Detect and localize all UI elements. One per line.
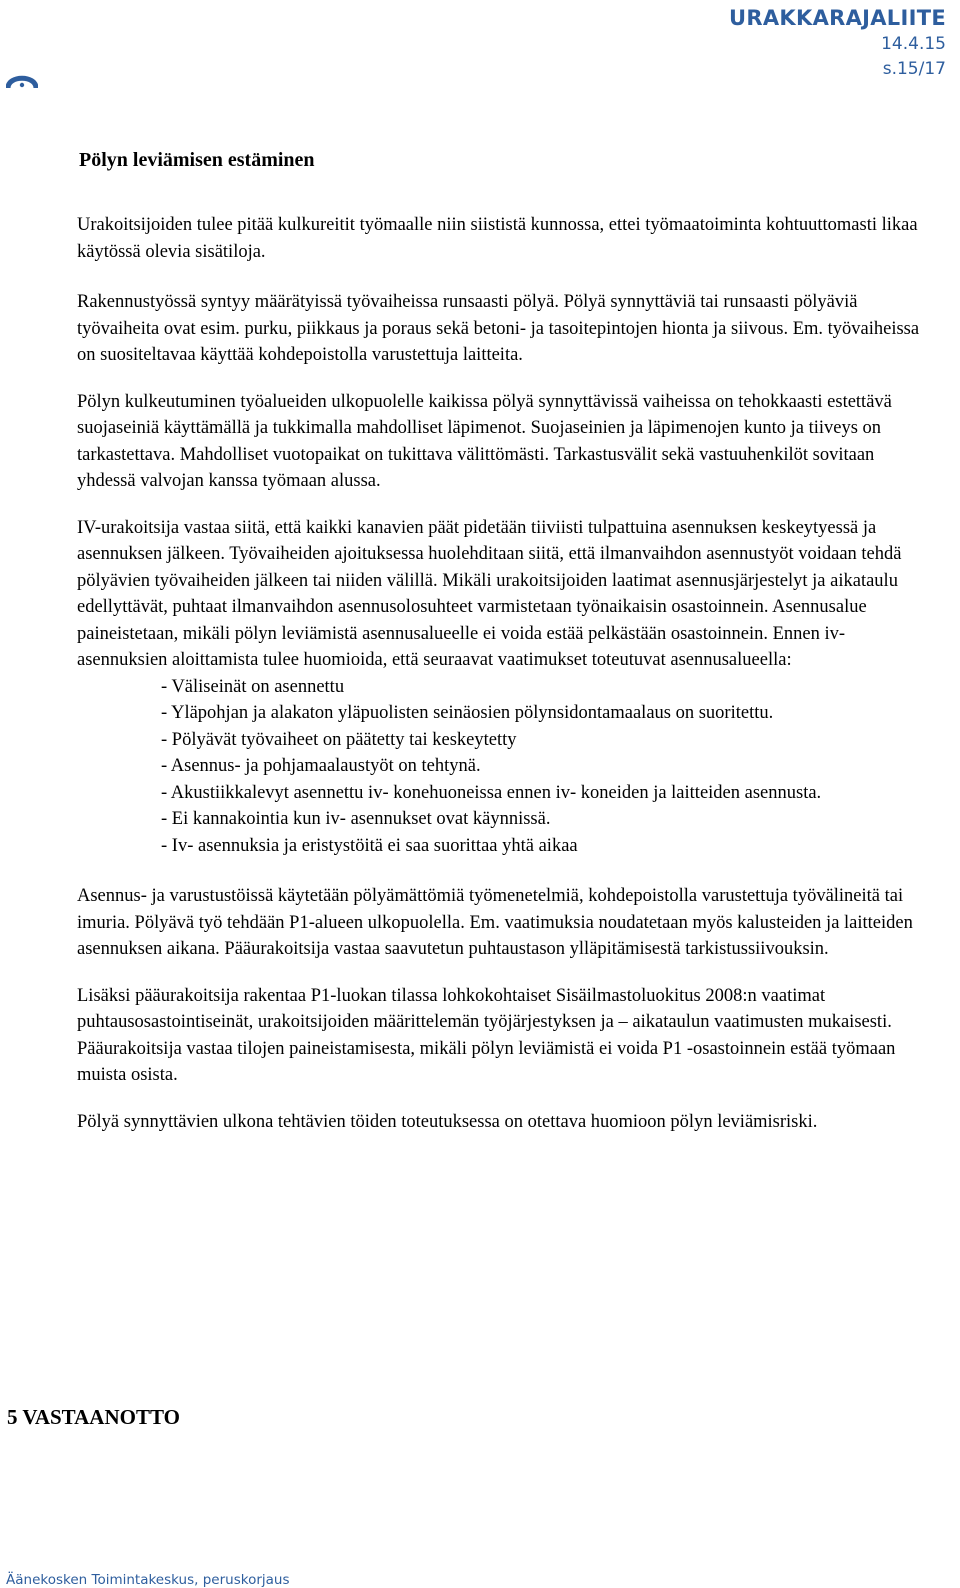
- paragraph: Pölyn kulkeutuminen työalueiden ulkopuolelle kaikissa pölyä synnyttävissä vaiheissa on tehokkaasti estettävä suojaseiniä käyttämällä ja tukkimalla mahdolliset läpimenot. Suojaseinien ja läpimenojen kunto ja tiiveys on tarkastettava. Mahdolliset vuotopaikat on tukittava välittömästi. Tarkastusvälit sekä vastuuhenkilöt sovitaan yhdessä valvojan kanssa työmaan alussa.: [77, 391, 892, 491]
- document-title: URAKKARAJALIITE: [729, 6, 946, 30]
- list-item: - Pölyävät työvaiheet on päätetty tai keskeytetty: [161, 729, 517, 750]
- page-footer: Äänekosken Toimintakeskus, peruskorjaus: [6, 1572, 290, 1588]
- paragraph: Lisäksi pääurakoitsija rakentaa P1-luokan tilassa lohkokohtaiset Sisäilmastoluokitus 2008:n vaatimat puhtausosastointiseinät, urakoitsijoiden määrittelemän työjärjestyksen ja – aikataulun vaatimusten mukaisesti. Pääurakoitsija vastaa tilojen paineistamisesta, mikäli pölyn leviämistä ei voida P1 -osastoinnein estää työmaan muista osista.: [77, 985, 896, 1085]
- paragraph: Pölyä synnyttävien ulkona tehtävien töiden toteutuksessa on otettava huomioon pölyn leviämisriski.: [77, 1111, 818, 1132]
- list-item: - Väliseinät on asennettu: [161, 676, 345, 697]
- arch-logo-icon: [6, 66, 38, 90]
- list-item: - Ei kannakointia kun iv- asennukset ovat käynnissä.: [161, 809, 551, 829]
- main-content: [77, 146, 937, 1155]
- list-item: - Yläpohjan ja alakaton yläpuolisten seinäosien pölynsidontamaalaus on suoritettu.: [161, 703, 774, 723]
- page-number: s.15/17: [882, 59, 946, 79]
- document-date: 14.4.15: [881, 34, 946, 54]
- requirements-list: [77, 674, 937, 860]
- paragraph: IV-urakoitsija vastaa siitä, että kaikki kanavien päät pidetään tiiviisti tulpattuina asennuksen keskeytyessä ja asennuksen jälkeen. Työvaiheiden ajoituksessa huolehditaan siitä, että ilmanvaihdon asennustyöt voidaan tehdä pölyävien työvaiheiden jälkeen tai niiden välillä. Mikäli urakoitsijoiden laatimat asennusjärjestelyt ja aikataulu edellyttävät, puhtaat ilmanvaihdon asennusolosuhteet varmistetaan työnaikaisin osastoinnein. Asennusalue paineistetaan, mikäli pölyn leviämistä asennusalueelle ei voida estää pelkästään osastoinnein. Ennen iv- asennuksien aloittamista tulee huomioida, että seuraavat vaatimukset toteutuvat asennusalueella:: [77, 517, 902, 670]
- list-item: - Asennus- ja pohjamaalaustyöt on tehtynä.: [161, 756, 481, 776]
- list-item: - Akustiikkalevyt asennettu iv- konehuoneissa ennen iv- koneiden ja laitteiden asennusta.: [161, 782, 822, 803]
- chapter-heading: 5 VASTAANOTTO: [7, 1405, 180, 1429]
- paragraph: Asennus- ja varustustöissä käytetään pölyämättömiä työmenetelmiä, kohdepoistolla varustettuja työvälineitä tai imuria. Pölyävä työ tehdään P1-alueen ulkopuolella. Em. vaatimuksia noudatetaan myös kalusteiden ja laitteiden asennuksen aikana. Pääurakoitsija vastaa saavutetun puhtaustason ylläpitämisestä tarkistussiivouksin.: [77, 886, 913, 959]
- document-header: [729, 4, 946, 82]
- paragraph: Urakoitsijoiden tulee pitää kulkureitit työmaalle niin siististä kunnossa, ettei työmaatoiminta kohtuuttomasti likaa käytössä olevia sisätiloja.: [77, 215, 918, 262]
- section-heading: Pölyn leviämisen estäminen: [79, 149, 315, 171]
- list-item: - Iv- asennuksia ja eristystöitä ei saa suorittaa yhtä aikaa: [161, 835, 578, 856]
- paragraph: Rakennustyössä syntyy määrätyissä työvaiheissa runsaasti pölyä. Pölyä synnyttäviä tai runsaasti pölyäviä työvaiheita ovat esim. purku, piikkaus ja poraus sekä betoni- ja tasoitepintojen hionta ja siivous. Em. työvaiheissa on suositeltavaa käyttää kohdepoistolla varustettuja laitteita.: [77, 292, 920, 365]
